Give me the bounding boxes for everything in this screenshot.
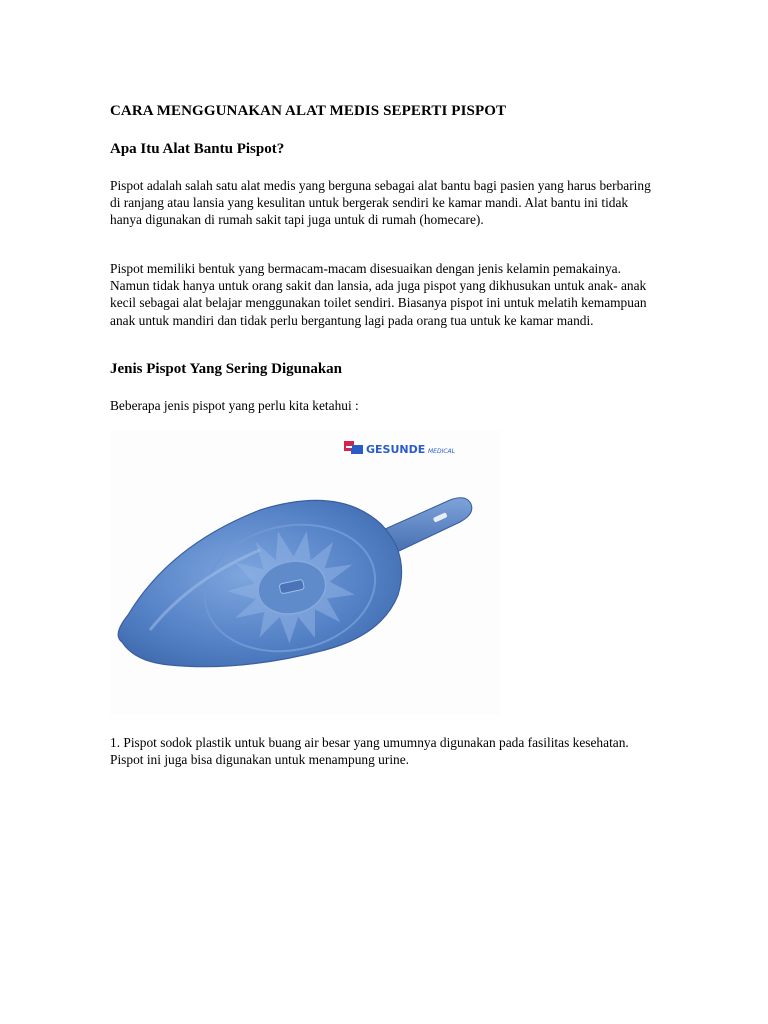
bedpan-image <box>110 430 500 715</box>
bedpan-figure <box>110 430 500 715</box>
logo-text: GESUNDE <box>366 443 426 456</box>
list-item-1: 1. Pispot sodok plastik untuk buang air besar yang umumnya digunakan pada fasilitas kesehatan. Pispot ini juga bisa digunakan untuk menampung urine. <box>110 735 629 768</box>
section-heading-what-is: Apa Itu Alat Bantu Pispot? <box>110 141 285 157</box>
logo-subtext: MEDICAL <box>428 448 455 455</box>
section-heading-types: Jenis Pispot Yang Sering Digunakan <box>110 361 343 377</box>
paragraph-definition: Pispot adalah salah satu alat medis yang berguna sebagai alat bantu bagi pasien yang harus berbaring di ranjang atau lansia yang kesulitan untuk bergerak sendiri ke kamar mandi. Alat bantu ini tidak hanya digunakan di rumah sakit tapi juga untuk di rumah (homecare). <box>110 178 651 228</box>
paragraph-shapes: Pispot memiliki bentuk yang bermacam-macam disesuaikan dengan jenis kelamin pemakainya. Namun tidak hanya untuk orang sakit dan lansia, ada juga pispot yang dikhusukan untuk anak- anak kecil sebagai alat belajar menggunakan toilet sendiri. Biasanya pispot ini untuk melatih kemampuan anak untuk mandiri dan tidak perlu bergantung lagi pada orang tua untuk ke kamar mandi. <box>110 261 647 328</box>
document-title: CARA MENGGUNAKAN ALAT MEDIS SEPERTI PISPOT <box>110 103 507 119</box>
paragraph-intro-types: Beberapa jenis pispot yang perlu kita ketahui : <box>110 398 359 413</box>
gesunde-logo <box>344 441 455 456</box>
gesunde-logo-icon <box>344 441 363 454</box>
